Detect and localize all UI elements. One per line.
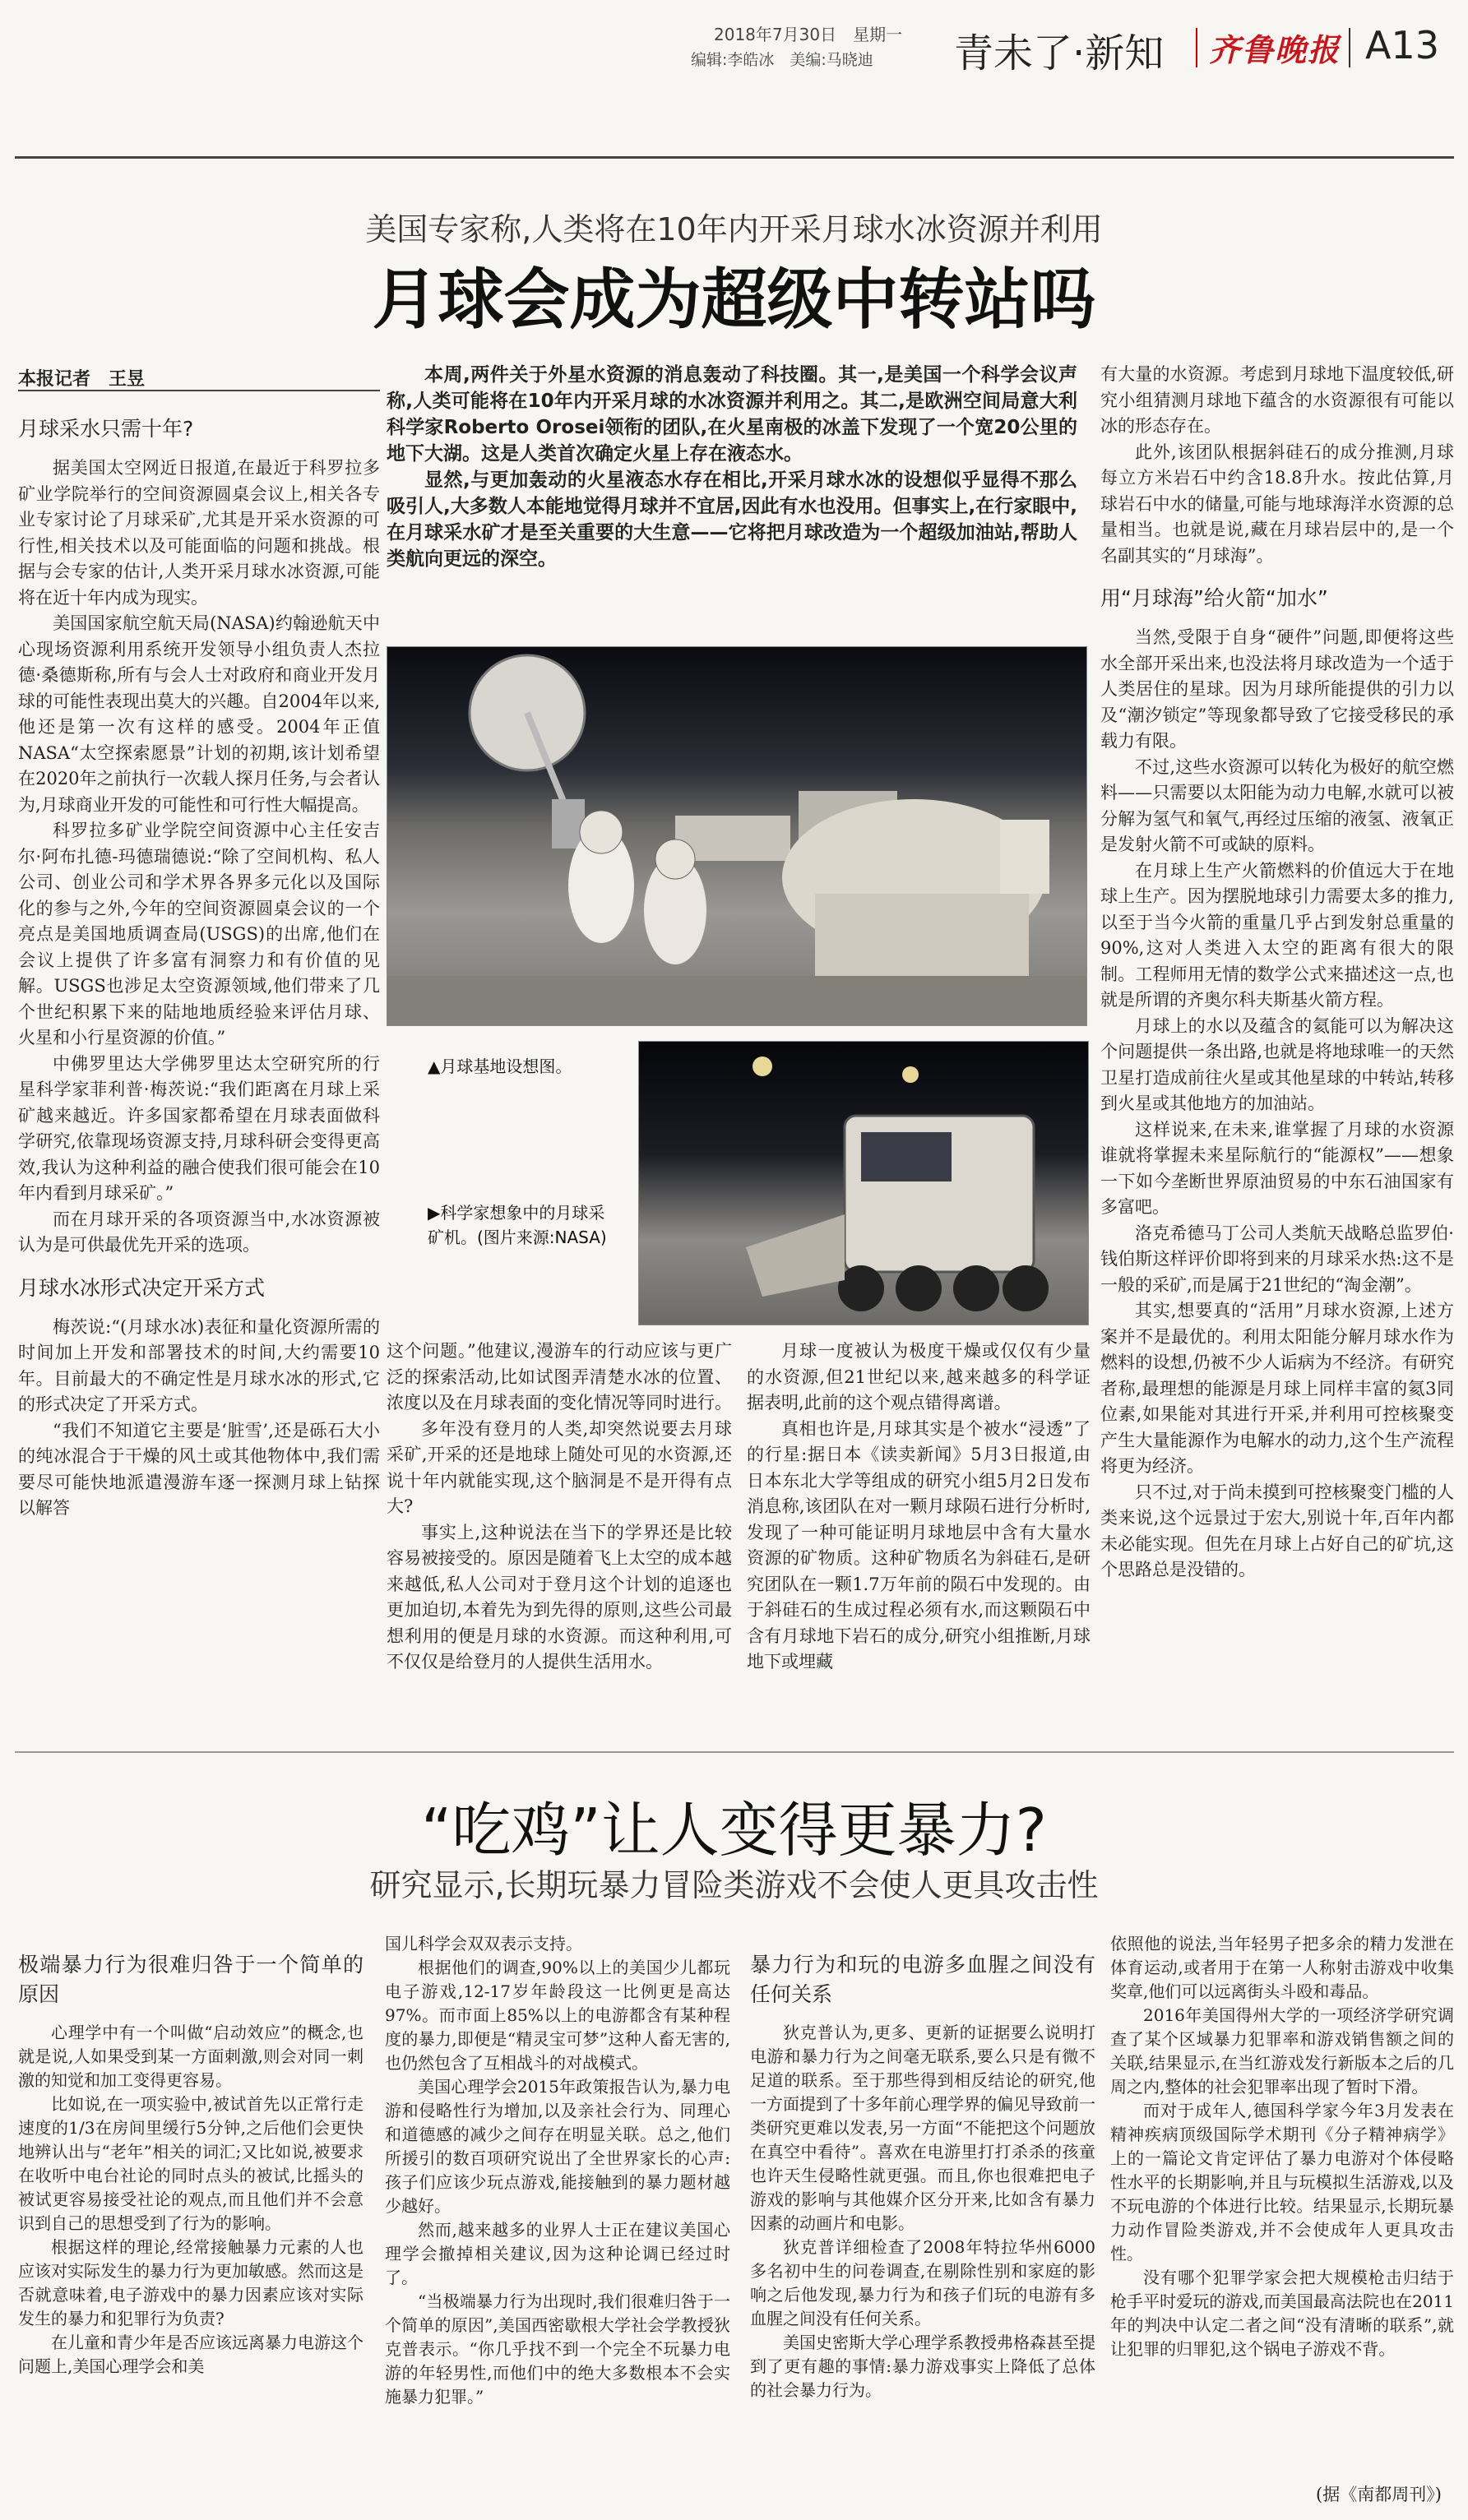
paragraph: 根据这样的理论,经常接触暴力元素的人也应该对实际发生的暴力行为更加敏感。然而这是否就意味着,电子游戏中的暴力因素应该对实际发生的暴力和犯罪行为负责?: [18, 2237, 364, 2328]
article1-column-2: [387, 1339, 732, 1676]
paragraph: 然而,越来越多的业界人士正在建议美国心理学会撤掉相关建议,因为这种论调已经过时了。: [385, 2220, 730, 2287]
paragraph: 美国史密斯大学心理学系教授弗格森甚至提到了更有趣的事情:暴力游戏事实上降低了总体的社会暴力行为。: [750, 2333, 1095, 2400]
article2-column-3: [750, 1942, 1095, 2402]
paragraph: 比如说,在一项实验中,被试首先以正常行走速度的1/3在房间里缓行5分钟,之后他们会更快地辨认出与“老年”相关的词汇;又比如说,被要求在收听中电台社论的同时点头的被试,比摇头的被试更容易接受社论的观点,而且他们并不会意识到自己的思想受到了行为的影响。: [18, 2094, 364, 2233]
paragraph: 其实,想要真的“活用”月球水资源,上述方案并不是最优的。利用太阳能分解月球水作为燃料的设想,仍被不少人诟病为不经济。有研究者称,最理想的能源是月球上同样丰富的氦3同位素,如果能对其进行开采,并利用可控核聚变产生大量能源作为电解水的动力,这个生产流程将更为经济。: [1100, 1301, 1454, 1476]
subhead-extreme-violence: 极端暴力行为很难归咎于一个简单的原因: [18, 1953, 364, 2006]
paragraph: 月球上的水以及蕴含的氦能可以为解决这个问题提供一条出路,也就是将地球唯一的天然卫星打造成前往火星或其他星球的中转站,转移到火星或其他地方的加油站。: [1100, 1015, 1454, 1113]
paragraph: 在月球上生产火箭燃料的价值远大于在地球上生产。因为摆脱地球引力需要太多的推力,以至于当今火箭的重量几乎占到发射总重量的90%,这对人类进入太空的距离有很大的限制。工程师用无情的数学公式来描述这一点,也就是所谓的齐奥尔科夫斯基火箭方程。: [1100, 860, 1454, 1010]
mining-machine-artwork: [639, 1042, 1088, 1325]
paragraph: “当极端暴力行为出现时,我们很难归咎于一个简单的原因”,美国西密歇根大学社会学教授狄克普表示。“你几乎找不到一个完全不玩暴力电游的年轻男性,而他们中的绝大多数根本不会实施暴力犯罪。”: [385, 2291, 730, 2407]
paragraph: 美国国家航空航天局(NASA)约翰逊航天中心现场资源利用系统开发领导小组负责人杰拉德·桑德斯称,所有与会人士对政府和商业开发月球的可能性表现出莫大的兴趣。自2004年以来,他还是第一次有这样的感受。2004年正值NASA“太空探索愿景”计划的初期,该计划希望在2020年之前执行一次载人探月任务,与会者认为,月球商业开发的可能性和可行性大幅提高。: [18, 613, 380, 815]
page-number: A13: [1365, 23, 1440, 67]
subhead-moon-water-ten-years: 月球采水只需十年?: [18, 417, 194, 441]
paragraph: 国儿科学会双双表示支持。: [385, 1934, 582, 1954]
paragraph: 洛克希德马丁公司人类航天战略总监罗伯·钱伯斯这样评价即将到来的月球采水热:这不是一般的采矿,而是属于21世纪的“淘金潮”。: [1100, 1223, 1454, 1295]
article1-column-3: [747, 1339, 1091, 1676]
article1-column-1: [18, 400, 380, 1522]
source-credit: (据《南都周刊》): [1316, 2485, 1442, 2504]
article2-column-2: [385, 1932, 730, 2409]
paragraph: 事实上,这种说法在当下的学界还是比较容易被接受的。原因是随着飞上太空的成本越来越低,私人公司对于登月这个计划的追逐也更加迫切,本着先为到先得的原则,这些公司最想利用的便是月球的水资源。而这种利用,可不仅仅是给登月的人提供生活用水。: [387, 1522, 732, 1672]
paper-logo: 齐鲁晚报: [1209, 31, 1341, 68]
article-separator: [15, 1751, 1454, 1753]
paragraph: 狄克普认为,更多、更新的证据要么说明打电游和暴力行为之间毫无联系,要么只是有微不足道的联系。至于那些得到相反结论的研究,他一方面提到了十多年前心理学界的偏见导致前一类研究更难以发表,另一方面“不能把这个问题放在真空中看待”。喜欢在电游里打打杀杀的孩童也许天生侵略性就更强。而且,你也很难把电子游戏的影响与其他媒介区分开来,比如含有暴力因素的动画片和电影。: [750, 2023, 1095, 2233]
paragraph: 美国心理学会2015年政策报告认为,暴力电游和侵略性行为增加,以及亲社会行为、同理心和道德感的减少之间存在明显关联。总之,他们所援引的数百项研究说出了全世界家长的心声:孩子们应该少玩点游戏,能接触到的暴力题材越少越好。: [385, 2077, 730, 2216]
paragraph: 2016年美国得州大学的一项经济学研究调查了某个区域暴力犯罪率和游戏销售额之间的关联,结果显示,在当红游戏发行新版本之后的几周之内,整体的社会犯罪率出现了暂时下滑。: [1110, 2005, 1454, 2097]
paragraph: 科罗拉多矿业学院空间资源中心主任安吉尔·阿布扎德-玛德瑞德说:“除了空间机构、私人公司、创业公司和学术界各界多元化以及国际化的参与之外,今年的空间资源圆桌会议的一个亮点是美国地质调查局(USGS)的出席,他们在会议上提供了许多富有洞察力和有价值的见解。USGS也涉足太空资源领域,他们带来了几个世纪积累下来的陆地地质经验来评估月球、火星和小行星资源的价值。”: [18, 821, 380, 1047]
lead-paragraph: 显然,与更加轰动的火星液态水存在相比,开采月球水冰的设想似乎显得不那么吸引人,大多数人本能地觉得月球并不宜居,因此有水也没用。但事实上,在行家眼中,在月球采水矿才是至关重要的大生意——它将把月球改造为一个超级加油站,帮助人类航向更远的深空。: [387, 469, 1077, 570]
header-divider-1: [1196, 28, 1197, 67]
byline: 本报记者 王昱: [18, 369, 146, 390]
photo2-caption: ▶科学家想象中的月球采矿机。(图片来源:NASA): [428, 1203, 607, 1247]
paragraph: 心理学中有一个叫做“启动效应”的概念,也就是说,人如果受到某一方面刺激,则会对同一刺激的知觉和加工变得更容易。: [18, 2023, 364, 2090]
paragraph: 而在月球开采的各项资源当中,水冰资源被认为是可供最优先开采的选项。: [18, 1209, 380, 1255]
paragraph: 这个问题。”他建议,漫游车的行动应该与更广泛的探索活动,比如试图弄清楚水冰的位置、浓度以及在月球表面的变化情况等同时进行。: [387, 1341, 732, 1413]
paragraph: 只不过,对于尚未摸到可控核聚变门槛的人类来说,这个远景过于宏大,别说十年,百年内都未必能实现。但先在月球上占好自己的矿坑,这个思路总是没错的。: [1100, 1482, 1454, 1579]
paragraph: 这样说来,在未来,谁掌握了月球的水资源谁就将掌握未来星际航行的“能源权”——想象一下如今垄断世界原油贸易的中东石油国家有多富吧。: [1100, 1119, 1454, 1217]
byline-rule: [18, 390, 380, 391]
paragraph: 真相也许是,月球其实是个被水“浸透”了的行星:据日本《读卖新闻》5月3日报道,由日本东北大学等组成的研究小组5月2日发布消息称,该团队在对一颗月球陨石进行分析时,发现了一种可能证明月球地层中含有大量水资源的矿物质。这种矿物质名为斜硅石,是研究团队在一颗1.7万年前的陨石中发现的。由于斜硅石的生成过程必须有水,而这颗陨石中含有月球地下岩石的成分,研究小组推断,月球地下或埋藏: [747, 1418, 1091, 1672]
article1-lead: [387, 362, 1077, 572]
moon-base-illustration: [387, 646, 1087, 1026]
paragraph: 中佛罗里达大学佛罗里达太空研究所的行星科学家菲利普·梅茨说:“我们距离在月球上采矿越来越近。许多国家都希望在月球表面做科学研究,依靠现场资源支持,月球科研会变得更高效,我认为这种利益的融合使我们很可能会在10年内看到月球采矿。”: [18, 1053, 380, 1203]
moon-base-artwork: [387, 647, 1086, 1025]
paragraph: 此外,该团队根据斜硅石的成分推测,月球每立方米岩石中约含18.8升水。按此估算,月球岩石中水的储量,可能与地球海洋水资源的总量相当。也就是说,藏在月球岩层中的,是一个名副其实的“月球海”。: [1100, 442, 1454, 566]
paragraph: 在儿童和青少年是否应该远离暴力电游这个问题上,美国心理学会和美: [18, 2333, 364, 2376]
moon-mining-machine-illustration: [638, 1041, 1089, 1325]
article2-headline: “吃鸡”让人变得更暴力?: [421, 1796, 1047, 1865]
photo1-caption: ▲月球基地设想图。: [428, 1057, 572, 1076]
paragraph: “我们不知道它主要是‘脏雪’,还是砾石大小的纯冰混合于干燥的风土或其他物体中,我们需要尽可能快地派遣漫游车逐一探测月球上钻探以解答: [18, 1420, 380, 1518]
subhead-moon-sea-refuel: 用“月球海”给火箭“加水”: [1100, 586, 1328, 610]
article1-kicker: 美国专家称,人类将在10年内开采月球水冰资源并利用: [365, 211, 1103, 247]
paragraph: 根据他们的调查,90%以上的美国少儿都玩电子游戏,12-17岁年龄段这一比例更是高达97%。而市面上85%以上的电游都含有某种程度的暴力,即便是“精灵宝可梦”这种人畜无害的,也仍然包含了互相战斗的对战模式。: [385, 1958, 730, 2073]
header-rule: [15, 156, 1454, 159]
paragraph: 多年没有登月的人类,却突然说要去月球采矿,开采的还是地球上随处可见的水资源,还说十年内就能实现,这个脑洞是不是开得有点大?: [387, 1418, 732, 1516]
paragraph: 狄克普详细检查了2008年特拉华州6000多名初中生的问卷调查,在剔除性别和家庭的影响之后他发现,暴力行为和孩子们玩的电游有多血腥之间没有任何关系。: [750, 2237, 1095, 2328]
paragraph: 依照他的说法,当年轻男子把多余的精力发泄在体育运动,或者用于在第一人称射击游戏中收集奖章,他们可以远离街头斗殴和毒品。: [1110, 1934, 1454, 2001]
subhead-ice-form: 月球水冰形式决定开采方式: [18, 1275, 266, 1300]
header-divider-2: [1349, 28, 1350, 67]
article2-column-1: [18, 1942, 364, 2379]
paragraph: 有大量的水资源。考虑到月球地下温度较低,研究小组猜测月球地下蕴含的水资源很有可能以冰的形态存在。: [1100, 364, 1454, 436]
paragraph: 而对于成年人,德国科学家今年3月发表在精神疾病顶级国际学术期刊《分子精神病学》上的一篇论文肯定评估了暴力电游对个体侵略性水平的长期影响,并且与玩模拟生活游戏,以及不玩电游的个体进行比较。结果显示,长期玩暴力动作冒险类游戏,并不会使成年人更具攻击性。: [1110, 2101, 1454, 2263]
article2-subheadline: 研究显示,长期玩暴力冒险类游戏不会使人更具攻击性: [369, 1867, 1099, 1903]
header-editors: 编辑:李皓冰 美编:马晓迪: [691, 51, 873, 69]
paragraph: 当然,受限于自身“硬件”问题,即便将这些水全部开采出来,也没法将月球改造为一个适于人类居住的星球。因为月球所能提供的引力以及“潮汐锁定”等现象都导致了它接受移民的承载力有限。: [1100, 627, 1454, 751]
paragraph: 不过,这些水资源可以转化为极好的航空燃料——只需要以太阳能为动力电解,水就可以被分解为氢气和氧气,再经过压缩的液氢、液氧正是发射火箭不可或缺的原料。: [1100, 756, 1454, 854]
paragraph: 梅茨说:“(月球水冰)表征和量化资源所需的时间加上开发和部署技术的时间,大约需要10年。目前最大的不确定性是月球水冰的形式,它的形式决定了开采方式。: [18, 1316, 380, 1414]
article2-column-4: [1110, 1932, 1454, 2361]
section-title: 青未了·新知: [954, 30, 1165, 76]
article1-headline: 月球会成为超级中转站吗: [372, 261, 1096, 338]
header-date: 2018年7月30日 星期一: [714, 25, 903, 44]
subhead-gore-no-relation: 暴力行为和玩的电游多血腥之间没有任何关系: [750, 1953, 1095, 2006]
paragraph: 月球一度被认为极度干燥或仅仅有少量的水资源,但21世纪以来,越来越多的科学证据表明,此前的这个观点错得离谱。: [747, 1341, 1091, 1413]
paragraph: 据美国太空网近日报道,在最近于科罗拉多矿业学院举行的空间资源圆桌会议上,相关各专业专家讨论了月球采矿,尤其是开采水资源的可行性,相关技术以及可能面临的问题和挑战。根据与会专家的估计,人类开采月球水冰资源,可能将在近十年内成为现实。: [18, 458, 380, 608]
lead-paragraph: 本周,两件关于外星水资源的消息轰动了科技圈。其一,是美国一个科学会议声称,人类可能将在10年内开采月球的水冰资源并利用之。其二,是欧洲空间局意大利科学家Roberto Orosei领衔的团队,在火星南极的冰盖下发现了一个宽20公里的地下大湖。这是人类首次确定火星上存在液态水。: [387, 364, 1077, 465]
article1-column-4: [1100, 362, 1454, 1584]
paragraph: 没有哪个犯罪学家会把大规模枪击归结于枪手平时爱玩的游戏,而美国最高法院也在2011年的判决中认定二者之间“没有清晰的联系”,就让犯罪的归罪犯,这个锅电子游戏不背。: [1110, 2268, 1454, 2359]
